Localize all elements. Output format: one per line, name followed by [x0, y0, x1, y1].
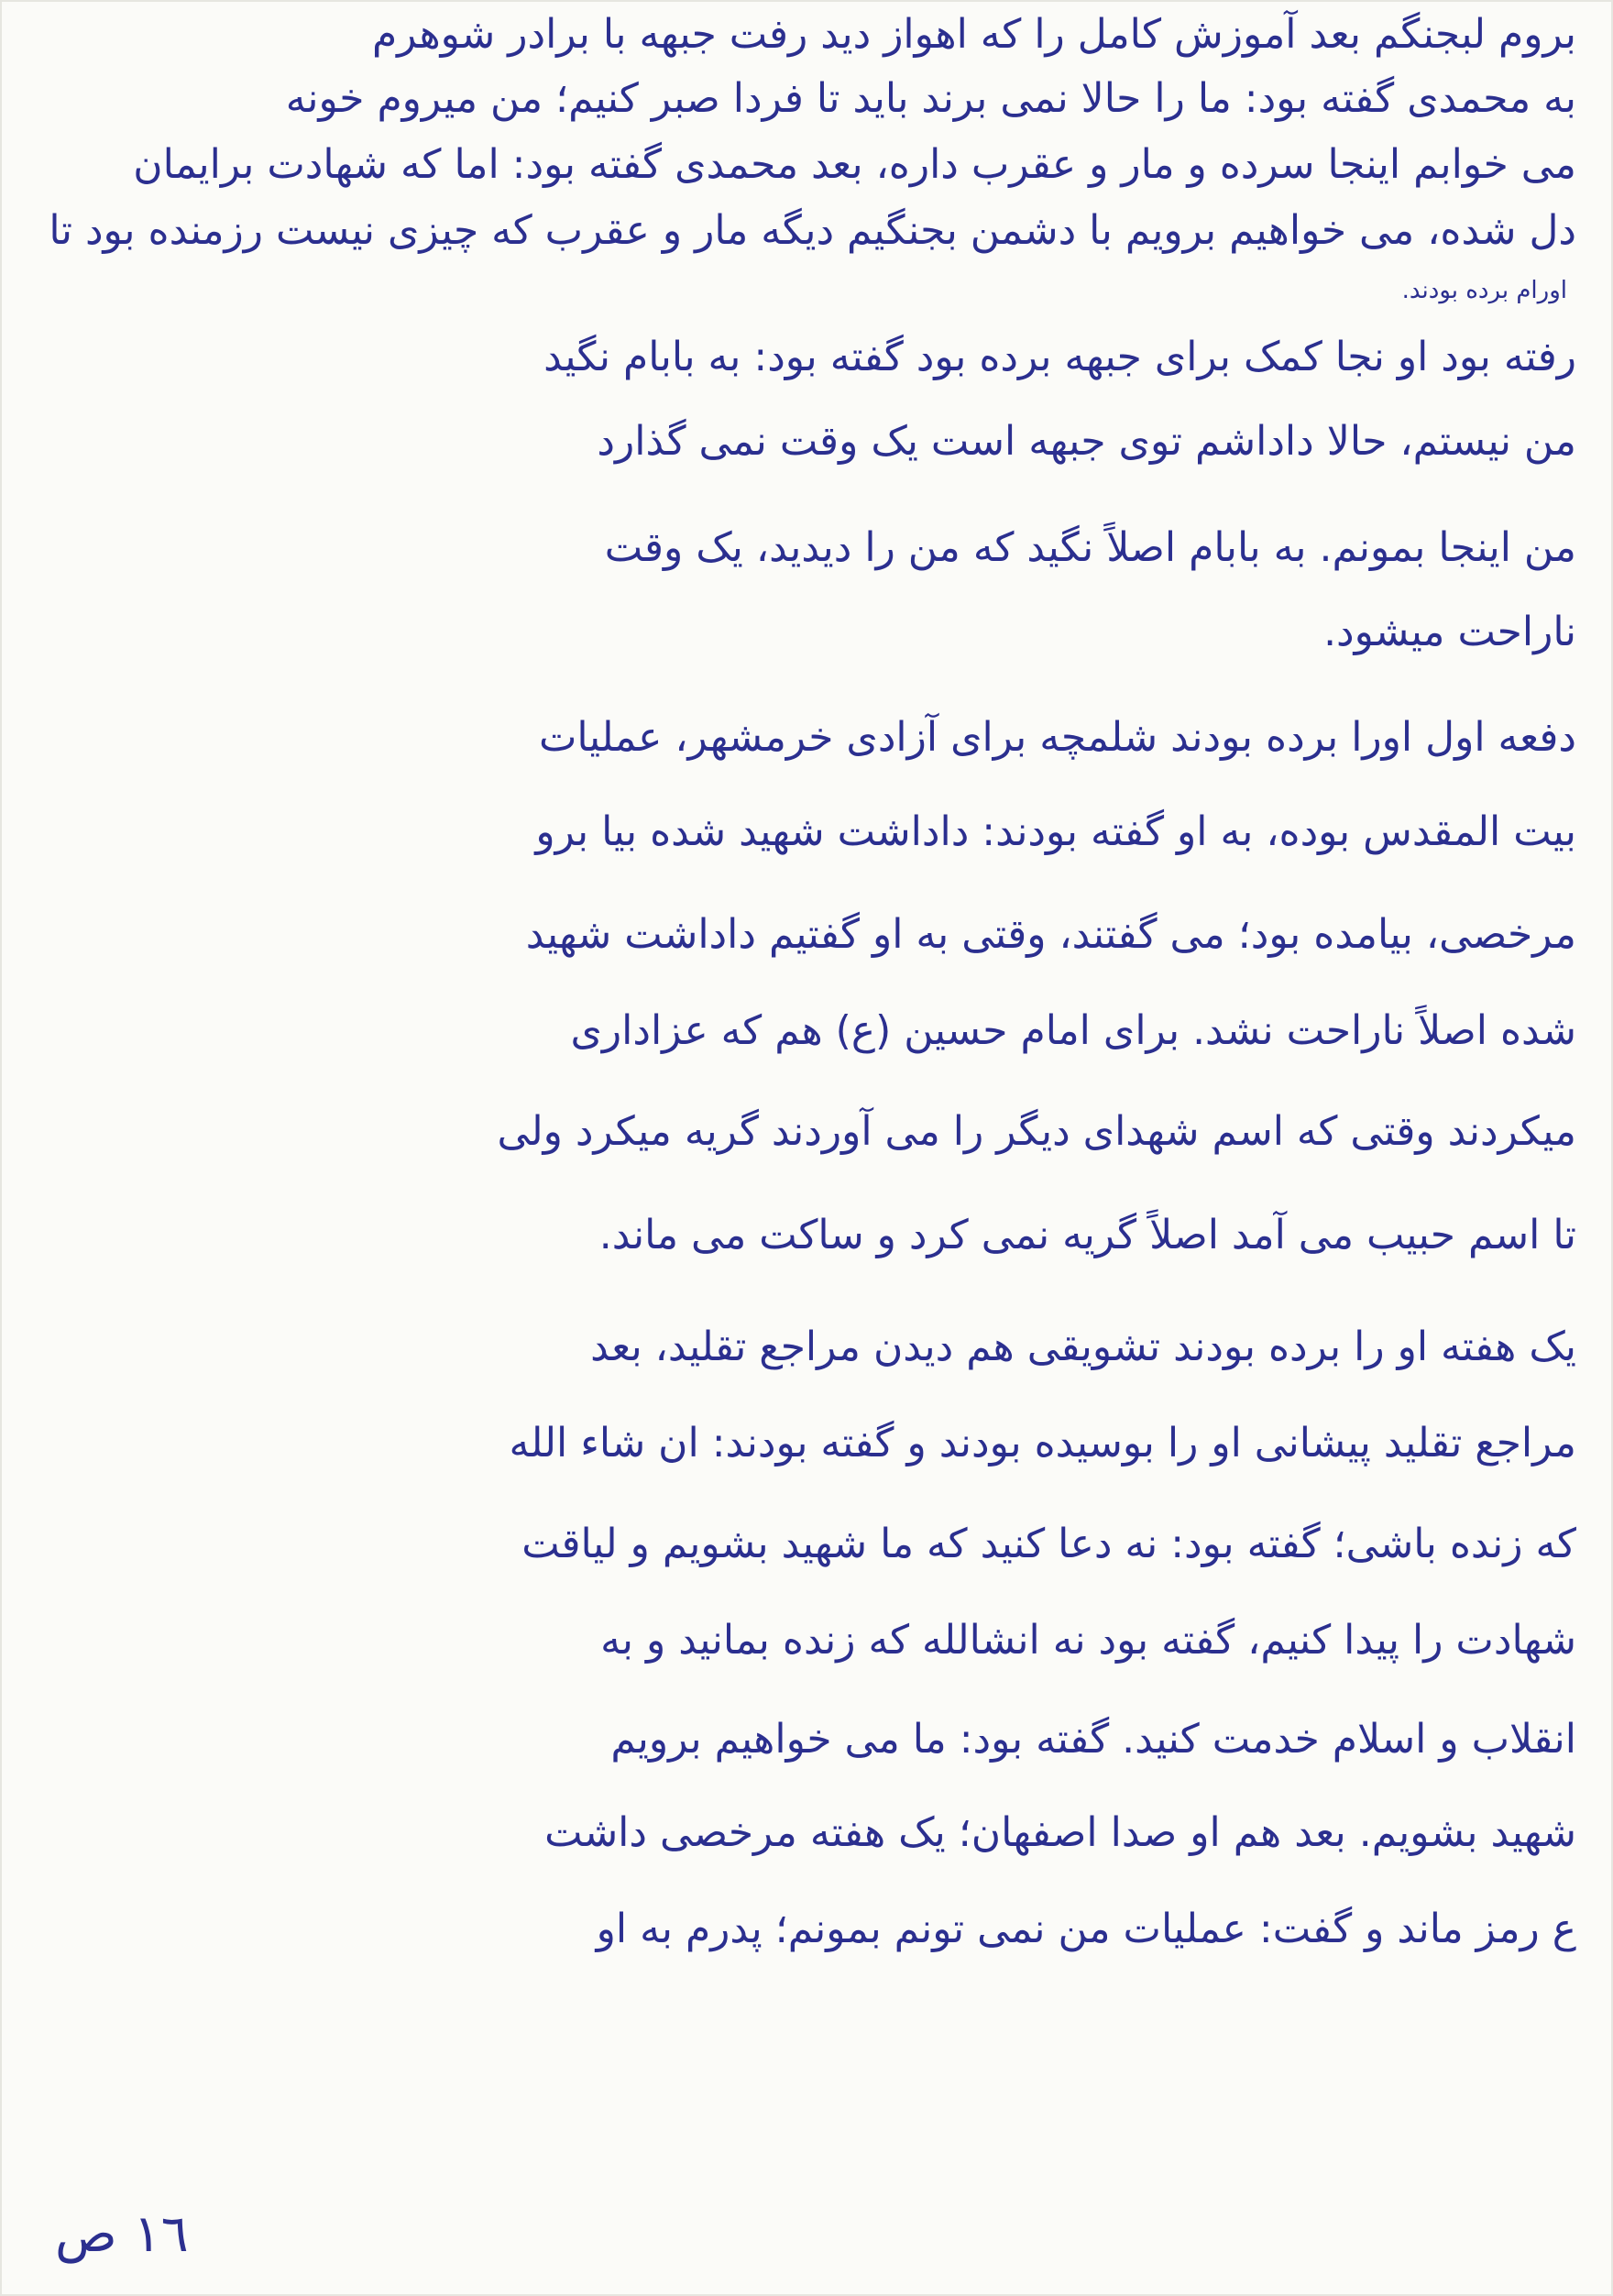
text-line: شهید بشویم. بعد هم او صدا اصفهان؛ یک هفته مرخصی داشت: [544, 1809, 1576, 1856]
text-line: بیت المقدس بوده، به او گفته بودند: داداشت شهید شده بیا برو: [535, 808, 1576, 855]
text-line: ع رمز ماند و گفت: عملیات من نمی تونم بمونم؛ پدرم به او: [596, 1906, 1576, 1952]
text-line: من نیستم، حالا داداشم توی جبهه است یک وقت نمی گذارد: [597, 418, 1576, 465]
text-line: دل شده، می خواهیم برویم با دشمن بجنگیم دیگه مار و عقرب که چیزی نیست رزمنده بود تا: [49, 207, 1576, 254]
text-line: انقلاب و اسلام خدمت کنید. گفته بود: ما می خواهیم برویم: [610, 1716, 1576, 1763]
text-line: دفعه اول اورا برده بودند شلمچه برای آزادی خرمشهر، عملیات: [539, 714, 1576, 761]
page-number: ١٦ ص: [55, 2204, 189, 2264]
text-line: تا اسم حبیب می آمد اصلاً گریه نمی کرد و ساکت می ماند.: [598, 1212, 1576, 1258]
text-line: یک هفته او را برده بودند تشویقی هم دیدن مراجع تقلید، بعد: [590, 1324, 1576, 1370]
text-line-annotation: اورام برده بودند.: [1401, 277, 1567, 304]
text-line: می خوابم اینجا سرده و مار و عقرب داره، بعد محمدی گفته بود: اما که شهادت برایمان: [133, 141, 1576, 188]
text-line: من اینجا بمونم. به بابام اصلاً نگید که من را دیدید، یک وقت: [604, 524, 1576, 571]
text-line: ناراحت میشود.: [1323, 609, 1576, 655]
text-line: مرخصی، بیامده بود؛ می گفتند، وقتی به او گفتیم داداشت شهید: [525, 911, 1576, 958]
text-line: که زنده باشی؛ گفته بود: نه دعا کنید که ما شهید بشویم و لیاقت: [521, 1521, 1576, 1567]
text-line: به محمدی گفته بود: ما را حالا نمی برند باید تا فردا صبر کنیم؛ من میروم خونه: [285, 75, 1576, 122]
text-line: مراجع تقلید پیشانی او را بوسیده بودند و گفته بودند: ان شاء الله: [509, 1420, 1576, 1467]
text-line: میکردند وقتی که اسم شهدای دیگر را می آوردند گریه میکرد ولی: [497, 1108, 1576, 1155]
text-line: شده اصلاً ناراحت نشد. برای امام حسین (ع) هم که عزاداری: [570, 1007, 1576, 1054]
text-line: رفته بود او نجا کمک برای جبهه برده بود گفته بود: به بابام نگید: [543, 334, 1576, 380]
text-line: شهادت را پیدا کنیم، گفته بود نه انشالله که زنده بمانید و به: [600, 1617, 1576, 1664]
text-line: بروم لبجنگم بعد آموزش کامل را که اهواز دید رفت جبهه با برادر شوهرم: [371, 11, 1576, 58]
